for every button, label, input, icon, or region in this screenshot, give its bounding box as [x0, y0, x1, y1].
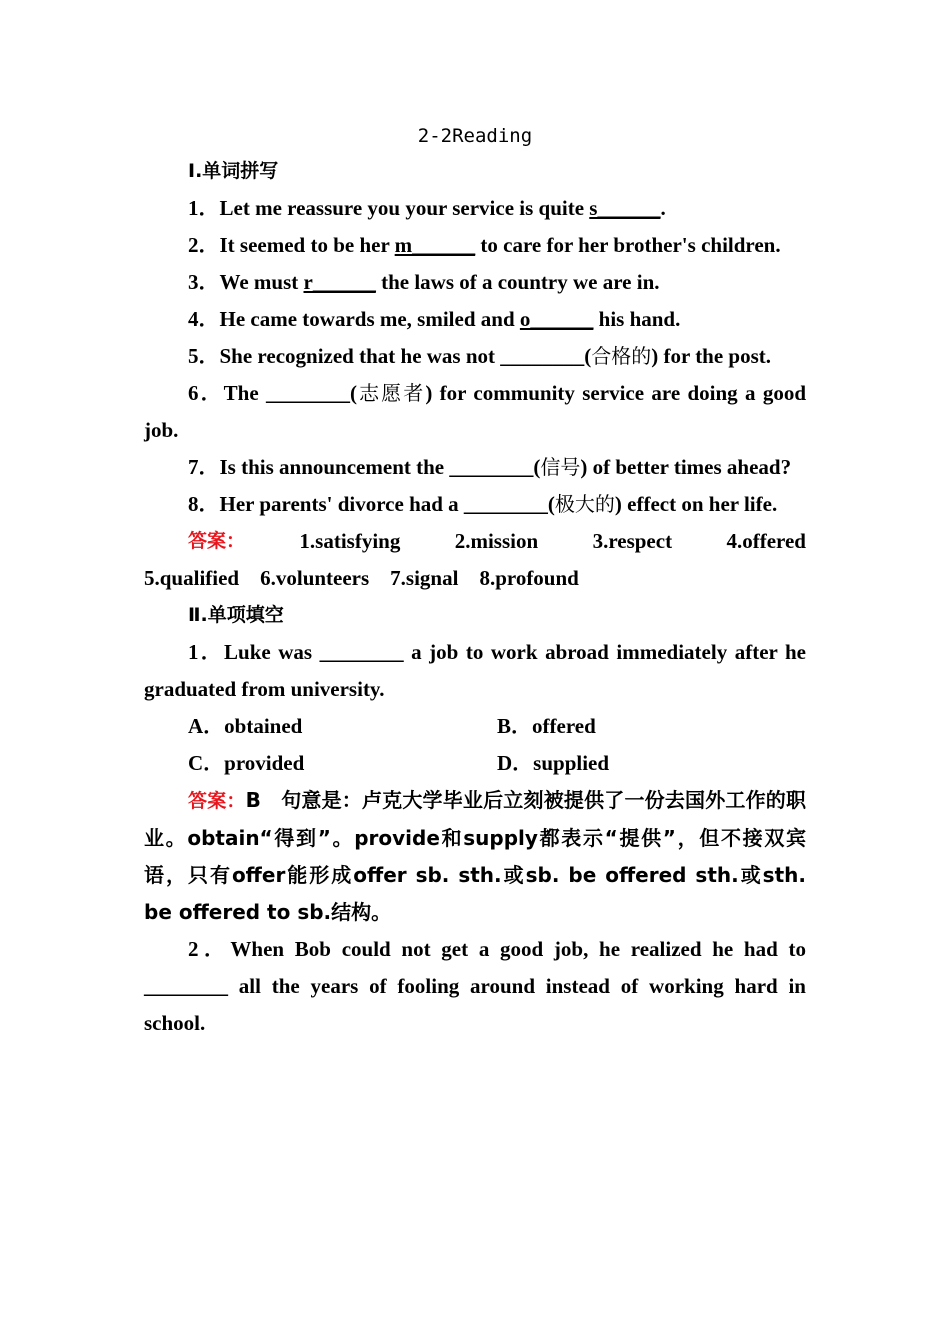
chinese-hint: 极大的 [554, 492, 615, 516]
question-7: 7．Is this announcement the ________(信号) of better times ahead? [188, 455, 792, 479]
option-c: C．provided [188, 751, 305, 775]
question-2: 2．It seemed to be her m______ to care for her brother's children. [188, 233, 781, 257]
chinese-hint: 合格的 [591, 344, 652, 368]
page-title: 2-2Reading [417, 125, 533, 147]
answer-blank: o______ [519, 307, 594, 331]
question-1: 1．Let me reassure you your service is quite s______. [188, 196, 666, 220]
answer-blank: m______ [394, 233, 476, 257]
document-page [144, 116, 806, 1042]
option-b: B．offered [497, 714, 596, 738]
answer-label: 答案： [188, 530, 246, 552]
mc-question-2: 2．When Bob could not get a good job, he realized he had to ________ all the years of fooling around instead of working hard in school. [144, 937, 806, 1035]
answer-explanation: B 句意是：卢克大学毕业后立刻被提供了一份去国外工作的职业。obtain“得到”。provide和supply都表示“提供”，但不接双宾语，只有offer能形成offer sb. sth.或sb. be offered sth.或sth. be offered to sb.结构。 [144, 788, 806, 924]
chinese-hint: 信号 [540, 455, 581, 479]
answer-item: 1.satisfying [299, 529, 401, 553]
question-5: 5．She recognized that he was not ________(合格的) for the post. [188, 344, 772, 368]
answer-blank: s______ [589, 196, 661, 220]
section-2-heading: Ⅱ.单项填空 [188, 604, 284, 626]
option-d: D．supplied [497, 751, 610, 775]
answer-item: 3.respect [592, 529, 673, 553]
answer-item: 4.offered [726, 529, 806, 553]
option-a: A．obtained [188, 714, 303, 738]
question-6: 6．The ________(志愿者) for community service are doing a good job. [144, 381, 807, 442]
section-1-heading: Ⅰ.单词拼写 [188, 160, 279, 182]
section-1-answers-line-1 [144, 523, 806, 560]
options-row-2 [144, 745, 806, 782]
answer-label: 答案： [188, 790, 246, 812]
options-row-1 [144, 708, 806, 745]
question-8: 8．Her parents' divorce had a ________(极大的) effect on her life. [188, 492, 778, 516]
mc-question-1: 1．Luke was ________ a job to work abroad immediately after he graduated from university. [144, 640, 806, 701]
answer-blank: r______ [303, 270, 376, 294]
section-1-answers-line-2: 5.qualified 6.volunteers 7.signal 8.profound [144, 566, 579, 590]
question-3: 3．We must r______ the laws of a country we are in. [188, 270, 660, 294]
question-4: 4．He came towards me, smiled and o______ his hand. [188, 307, 681, 331]
chinese-hint: 志愿者 [357, 381, 426, 405]
answer-item: 2.mission [454, 529, 539, 553]
mc-answer-1 [144, 782, 806, 931]
